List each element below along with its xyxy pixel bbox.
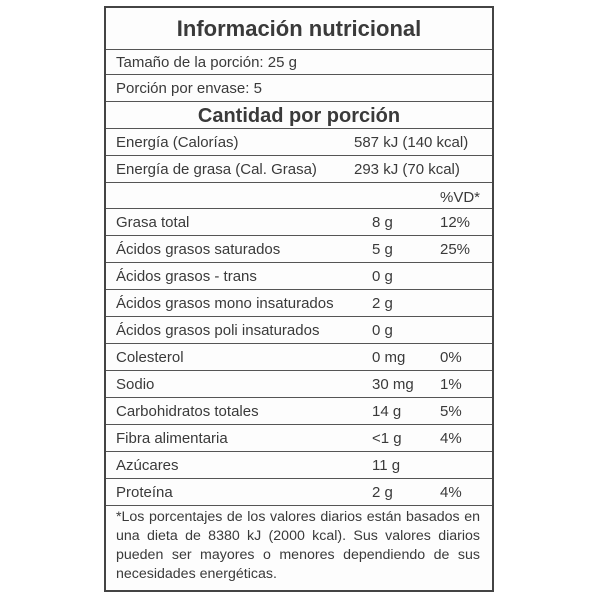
table-row bbox=[106, 236, 492, 263]
nutrient-name: Azúcares bbox=[116, 457, 179, 474]
nutrient-dv: 4% bbox=[440, 484, 462, 501]
nutrient-dv: 25% bbox=[440, 241, 471, 258]
nutrient-name: Fibra alimentaria bbox=[116, 430, 228, 447]
fat-energy-row bbox=[106, 156, 492, 183]
fat-energy-value: 293 kJ (70 kcal) bbox=[354, 161, 460, 178]
table-row bbox=[106, 398, 492, 425]
serving-size: Tamaño de la porción: 25 g bbox=[116, 54, 297, 71]
footnote: *Los porcentajes de los valores diarios están basados en una dieta de 8380 kJ (2000 kcal). Sus valores diarios pueden ser mayores o menores dependiendo de sus necesidades energéticas. bbox=[116, 509, 480, 582]
nutrient-qty: 14 g bbox=[372, 403, 402, 420]
nutrient-qty: 2 g bbox=[372, 484, 393, 501]
table-row bbox=[106, 209, 492, 236]
nutrient-name: Grasa total bbox=[116, 214, 190, 231]
amount-per-serving-heading: Cantidad por porción bbox=[197, 105, 401, 127]
table-row bbox=[106, 425, 492, 452]
servings-per-container-row bbox=[106, 75, 492, 102]
dv-header: %VD* bbox=[440, 189, 481, 206]
nutrient-dv: 4% bbox=[440, 430, 462, 447]
table-row bbox=[106, 290, 492, 317]
servings-per-container: Porción por envase: 5 bbox=[116, 80, 262, 97]
nutrient-name: Ácidos grasos saturados bbox=[116, 241, 281, 258]
nutrient-dv: 1% bbox=[440, 376, 462, 393]
table-row bbox=[106, 479, 492, 506]
fat-energy-name: Energía de grasa (Cal. Grasa) bbox=[116, 161, 317, 178]
nutrient-name: Ácidos grasos mono insaturados bbox=[116, 295, 334, 312]
nutrient-dv: 12% bbox=[440, 214, 471, 231]
energy-row bbox=[106, 129, 492, 156]
nutrient-qty: 0 g bbox=[372, 268, 393, 285]
nutrition-facts-label bbox=[104, 6, 494, 592]
nutrient-name: Sodio bbox=[116, 376, 155, 393]
nutrient-qty: 0 mg bbox=[372, 349, 406, 366]
title-row bbox=[106, 8, 492, 50]
table-row bbox=[106, 371, 492, 398]
nutrient-qty: <1 g bbox=[372, 430, 402, 447]
nutrient-dv: 5% bbox=[440, 403, 462, 420]
nutrient-dv: 0% bbox=[440, 349, 462, 366]
amount-per-serving-row bbox=[106, 102, 492, 129]
nutrient-qty: 11 g bbox=[372, 457, 401, 474]
nutrient-name: Proteína bbox=[116, 484, 173, 501]
nutrient-name: Ácidos grasos poli insaturados bbox=[116, 322, 320, 339]
label-title: Información nutricional bbox=[176, 16, 422, 41]
nutrient-qty: 30 mg bbox=[372, 376, 414, 393]
nutrient-name: Colesterol bbox=[116, 349, 184, 366]
dv-header-row bbox=[106, 183, 492, 209]
table-row bbox=[106, 263, 492, 290]
nutrient-name: Ácidos grasos - trans bbox=[116, 268, 257, 285]
nutrient-qty: 0 g bbox=[372, 322, 393, 339]
serving-size-row bbox=[106, 50, 492, 75]
nutrient-name: Carbohidratos totales bbox=[116, 403, 259, 420]
nutrient-qty: 5 g bbox=[372, 241, 393, 258]
table-row bbox=[106, 317, 492, 344]
energy-name: Energía (Calorías) bbox=[116, 134, 239, 151]
nutrient-qty: 8 g bbox=[372, 214, 393, 231]
table-row bbox=[106, 344, 492, 371]
energy-value: 587 kJ (140 kcal) bbox=[354, 134, 469, 151]
nutrient-qty: 2 g bbox=[372, 295, 393, 312]
table-row bbox=[106, 452, 492, 479]
